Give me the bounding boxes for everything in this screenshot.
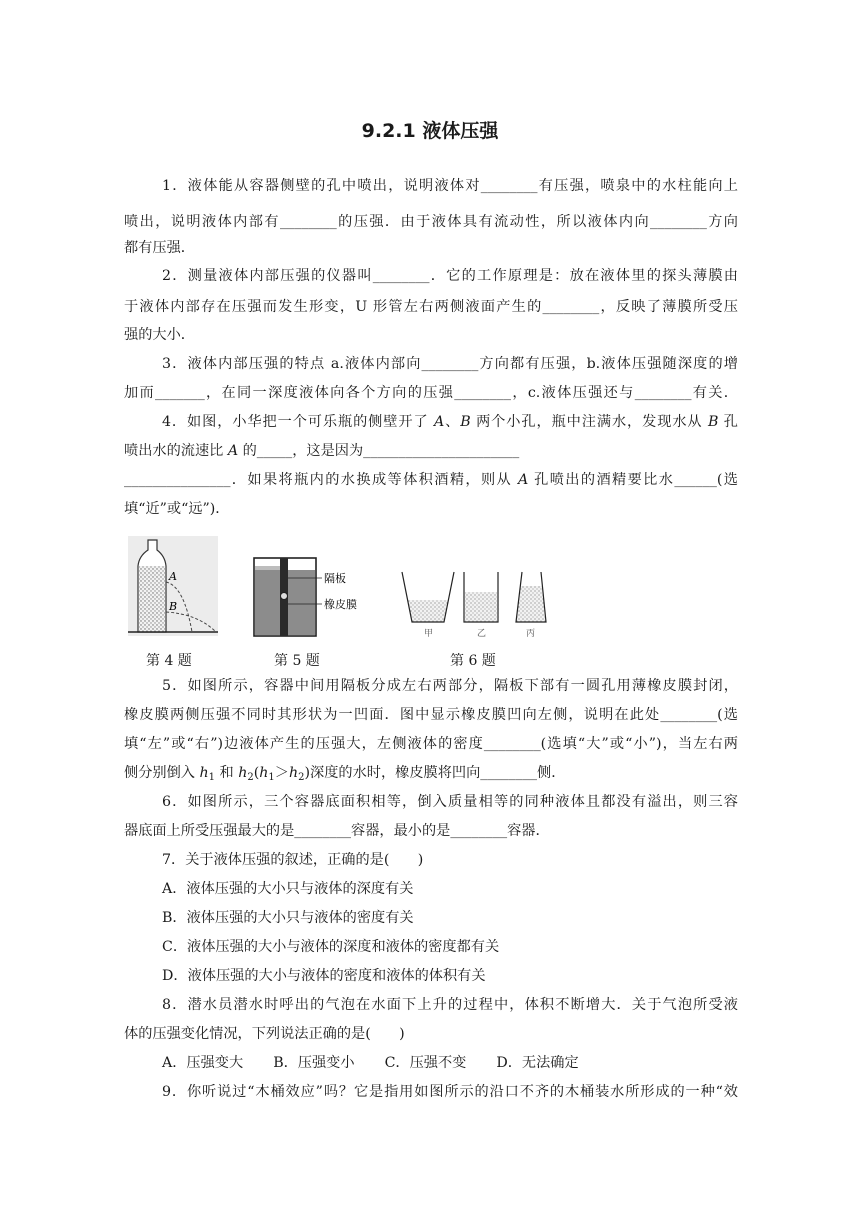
q8-options — [162, 1053, 738, 1073]
q4-line-2: 喷出水的流速比 A 的_____，这是因为______________________ — [124, 443, 520, 459]
q8-option-d: D．无法确定 — [496, 1055, 579, 1071]
q5-line-3: 填“左”或“右”)边液体产生的压强大，左侧液体的密度________(选填“大”或“小”)，当左右两 — [124, 736, 738, 752]
q1-line-3: 都有压强． — [124, 240, 195, 256]
q2-line-1: 2．测量液体内部压强的仪器叫________．它的工作原理是：放在液体里的探头薄膜由 — [162, 268, 738, 284]
q7-option-c: C．液体压强的大小与液体的深度和液体的密度都有关 — [162, 939, 500, 955]
q1-line-2: 喷出，说明液体内部有________的压强．由于液体具有流动性，所以液体内向________方向 — [124, 214, 738, 230]
q5-line-1: 5．如图所示，容器中间用隔板分成左右两部分，隔板下部有一圆孔用薄橡皮膜封闭， — [162, 678, 738, 694]
fig6-label-3: 丙 — [526, 629, 536, 639]
q8-option-a: A．压强变大 — [162, 1055, 244, 1071]
q7-option-b: B．液体压强的大小只与液体的密度有关 — [162, 910, 414, 926]
fig6-label-1: 甲 — [424, 629, 434, 639]
q7-option-a: A．液体压强的大小只与液体的深度有关 — [162, 881, 414, 897]
q4-line-1: 4．如图，小华把一个可乐瓶的侧壁开了 A、B 两个小孔，瓶中注满水，发现水从 B 孔 — [162, 414, 738, 430]
fig4-label-a: A — [169, 570, 177, 583]
fig5-label-membrane: 橡皮膜 — [324, 598, 357, 611]
page-title: 9.2.1 液体压强 — [361, 120, 499, 142]
figure-4-caption: 第 4 题 — [146, 653, 192, 669]
q9-line-1: 9．你听说过“木桶效应”吗？它是指用如图所示的沿口不齐的木桶装水所形成的一种“效 — [162, 1084, 738, 1100]
figure-4-bottle — [128, 536, 218, 636]
figure-5-caption: 第 5 题 — [274, 653, 320, 669]
q4-line-4: 填“近”或“远”)． — [124, 501, 230, 517]
figure-6-caption: 第 6 题 — [450, 653, 496, 669]
q8-line-2: 体的压强变化情况，下列说法正确的是( ) — [124, 1026, 405, 1042]
fig6-label-2: 乙 — [477, 629, 487, 639]
q8-option-c: C．压强不变 — [384, 1055, 467, 1071]
fig5-label-partition: 隔板 — [324, 572, 346, 585]
q6-line-2: 器底面上所受压强最大的是________容器，最小的是________容器． — [124, 823, 550, 839]
q2-line-3: 强的大小． — [124, 327, 195, 343]
q5-line-4: 侧分别倒入 $h_1$ 和 $h_2(h_1>h_2)$深度的水时，橡皮膜将凹向________侧． — [124, 765, 566, 783]
q3-line-2: 加而_______，在同一深度液体向各个方向的压强________，c.液体压强还与________有关． — [124, 385, 738, 401]
figure-5-container — [252, 556, 372, 638]
q3-line-1: 3．液体内部压强的特点 a.液体内部向________方向都有压强，b.液体压强随深度的增 — [162, 356, 738, 372]
q5-line-2: 橡皮膜两侧压强不同时其形状为一凹面．图中显示橡皮膜凹向左侧，说明在此处________(选 — [124, 707, 738, 723]
fig4-label-b: B — [169, 600, 178, 613]
q8-option-b: B．压强变小 — [273, 1055, 355, 1071]
figure-6-containers — [398, 570, 558, 640]
q7-option-d: D．液体压强的大小与液体的密度和液体的体积有关 — [162, 968, 486, 984]
q2-line-2: 于液体内部存在压强而发生形变，U 形管左右两侧液面产生的________，反映了薄膜所受压 — [124, 299, 738, 315]
q8-line-1: 8．潜水员潜水时呼出的气泡在水面下上升的过程中，体积不断增大．关于气泡所受液 — [162, 997, 738, 1013]
q4-line-3: _______________．如果将瓶内的水换成等体积酒精，则从 A 孔喷出的酒精要比水______(选 — [124, 472, 738, 488]
q1-line-1: 1．液体能从容器侧壁的孔中喷出，说明液体对________有压强，喷泉中的水柱能向上 — [162, 178, 738, 194]
q7-stem: 7．关于液体压强的叙述，正确的是( ) — [162, 852, 424, 868]
q6-line-1: 6．如图所示，三个容器底面积相等，倒入质量相等的同种液体且都没有溢出，则三容 — [162, 794, 738, 810]
